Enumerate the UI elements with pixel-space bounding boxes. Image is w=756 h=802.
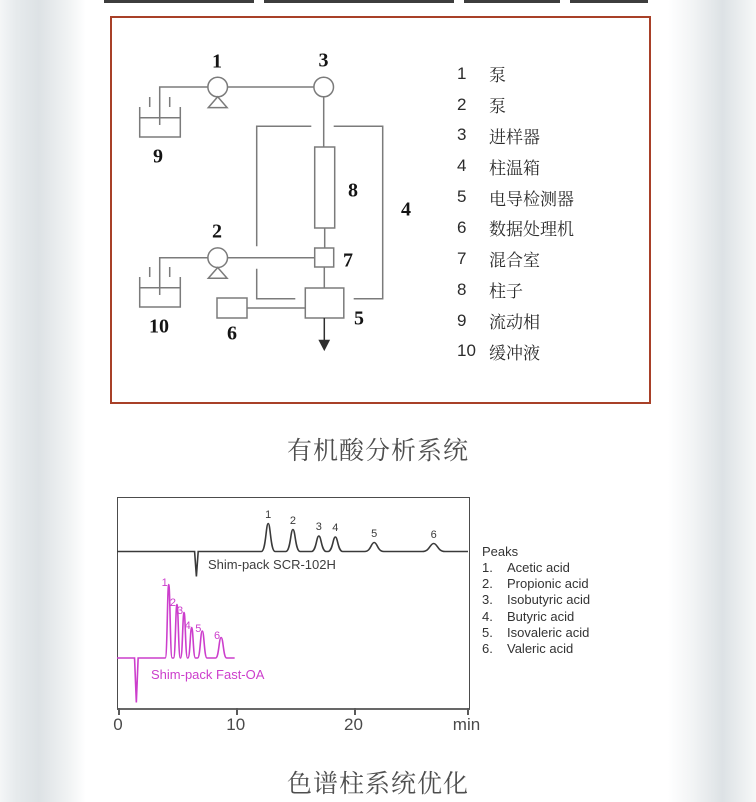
legend-item-2 <box>457 93 506 117</box>
system-title: 有机酸分析系统 <box>286 437 469 465</box>
diagram-label-9: 9 <box>153 145 163 168</box>
peak-label-Shim-pack-SCR-102H-2: 2 <box>289 514 296 527</box>
injector-symbol <box>314 77 334 97</box>
x-tick-label-0: 0 <box>113 715 123 734</box>
peaks-legend-item-name: Butyric acid <box>507 608 575 624</box>
legend-item-5 <box>457 185 574 209</box>
peaks-legend-item-number: 5. <box>482 624 493 640</box>
legend-item-label: 电导检测器 <box>489 189 574 209</box>
legend-item-label: 数据处理机 <box>489 220 574 240</box>
legend-item-8 <box>457 278 523 302</box>
legend-item-number: 1 <box>457 63 467 83</box>
peaks-legend-item-number: 2. <box>482 576 493 592</box>
peaks-legend-item <box>482 625 590 641</box>
legend-item-4 <box>457 154 540 178</box>
legend-item-label: 流动相 <box>489 313 540 332</box>
peak-label-Shim-pack-Fast-OA-4: 4 <box>184 619 191 632</box>
diagram-label-5: 5 <box>354 307 364 330</box>
legend-item-number: 6 <box>457 217 467 237</box>
x-axis-tick <box>354 708 356 715</box>
diagram-label-4: 4 <box>401 198 411 221</box>
legend-item-9 <box>457 309 540 333</box>
pump2-symbol <box>208 248 228 268</box>
peak-label-Shim-pack-Fast-OA-2: 2 <box>169 596 177 609</box>
chromatogram-plot <box>117 497 470 710</box>
legend-item-label: 柱子 <box>489 282 523 302</box>
x-axis-unit-label: min <box>452 715 481 734</box>
peaks-legend-item <box>482 576 590 592</box>
legend-item-number: 5 <box>457 187 467 207</box>
x-axis-tick <box>467 708 469 715</box>
cropped-content-line <box>104 0 254 3</box>
trace-label-fast-oa: Shim-pack Fast-OA <box>151 667 265 682</box>
peaks-legend-item-number: 1. <box>482 560 493 575</box>
x-axis-tick <box>236 708 238 715</box>
data-processor-symbol <box>217 298 247 318</box>
legend-item-label: 泵 <box>489 97 506 117</box>
legend-item-3 <box>457 123 540 147</box>
waste-arrowhead <box>320 341 329 350</box>
peaks-legend-title: Peaks <box>482 544 519 559</box>
peaks-legend <box>482 543 590 657</box>
legend-item-7 <box>457 247 540 271</box>
legend-item-number: 9 <box>457 310 467 330</box>
legend-item-6 <box>457 216 574 240</box>
legend-item-number: 2 <box>457 94 467 114</box>
peak-label-Shim-pack-Fast-OA-6: 6 <box>214 629 221 642</box>
legend-item-label: 泵 <box>489 66 506 86</box>
peaks-legend-item <box>482 592 590 608</box>
peaks-legend-item <box>482 609 590 625</box>
page-background-shade-left <box>0 0 86 802</box>
flow-diagram-panel <box>110 16 651 404</box>
flow-diagram-schematic <box>112 18 649 402</box>
legend-item-label: 混合室 <box>489 251 540 271</box>
pump1-base <box>208 97 227 108</box>
optimization-title: 色谱柱系统优化 <box>286 770 469 798</box>
x-axis-tick <box>118 708 120 715</box>
peaks-legend-item-name: Isovaleric acid <box>507 624 590 640</box>
x-tick-label-20: 20 <box>344 715 363 734</box>
legend-item-number: 7 <box>457 248 467 268</box>
peak-label-Shim-pack-SCR-102H-4: 4 <box>332 522 339 534</box>
peaks-legend-item-name: Acetic acid <box>507 560 570 575</box>
legend-item-number: 10 <box>457 341 476 361</box>
peaks-legend-item-number: 4. <box>482 608 493 624</box>
page-background-shade-right <box>668 0 756 802</box>
peaks-legend-item-name: Isobutyric acid <box>507 592 591 608</box>
peaks-legend-item <box>482 641 590 657</box>
trace-label-scr102h: Shim-pack SCR-102H <box>208 557 336 572</box>
pipe-buffer-to-pump2 <box>160 258 208 295</box>
mixer-symbol <box>315 248 334 267</box>
legend-item-number: 4 <box>457 156 467 176</box>
legend-item-1 <box>457 62 506 86</box>
diagram-label-3: 3 <box>318 49 329 72</box>
peak-label-Shim-pack-SCR-102H-6: 6 <box>430 528 437 541</box>
diagram-label-7: 7 <box>343 249 353 272</box>
pump2-base <box>208 268 227 279</box>
cropped-content-line <box>264 0 454 3</box>
x-tick-label-10: 10 <box>226 715 246 734</box>
pump1-symbol <box>208 77 228 97</box>
detector-symbol <box>305 288 344 318</box>
peaks-legend-item-number: 3. <box>482 592 493 608</box>
cropped-content-line <box>570 0 648 3</box>
legend-item-10 <box>457 339 540 363</box>
pipe-mobile-phase-to-pump1 <box>160 87 208 125</box>
diagram-label-10: 10 <box>149 315 169 338</box>
legend-item-label: 缓冲液 <box>489 343 540 363</box>
cropped-content-line <box>464 0 560 3</box>
peaks-legend-item-name: Valeric acid <box>507 641 574 657</box>
peaks-legend-item-number: 6. <box>482 641 493 657</box>
diagram-label-8: 8 <box>348 179 358 202</box>
peak-label-Shim-pack-SCR-102H-3: 3 <box>315 521 322 533</box>
column-symbol <box>315 147 335 228</box>
diagram-label-6: 6 <box>227 322 237 345</box>
peaks-legend-item <box>482 560 590 576</box>
diagram-label-2: 2 <box>212 220 222 243</box>
legend-item-number: 3 <box>457 125 467 145</box>
legend-item-label: 柱温箱 <box>489 158 540 178</box>
diagram-label-1: 1 <box>212 50 222 73</box>
peak-label-Shim-pack-SCR-102H-5: 5 <box>371 527 378 540</box>
peak-label-Shim-pack-SCR-102H-1: 1 <box>265 508 272 521</box>
legend-item-label: 进样器 <box>489 127 540 147</box>
peak-label-Shim-pack-Fast-OA-3: 3 <box>176 604 184 617</box>
peak-label-Shim-pack-Fast-OA-5: 5 <box>195 623 202 635</box>
peaks-legend-item-name: Propionic acid <box>507 576 589 592</box>
peak-label-Shim-pack-Fast-OA-1: 1 <box>161 576 168 589</box>
legend-item-number: 8 <box>457 279 467 299</box>
